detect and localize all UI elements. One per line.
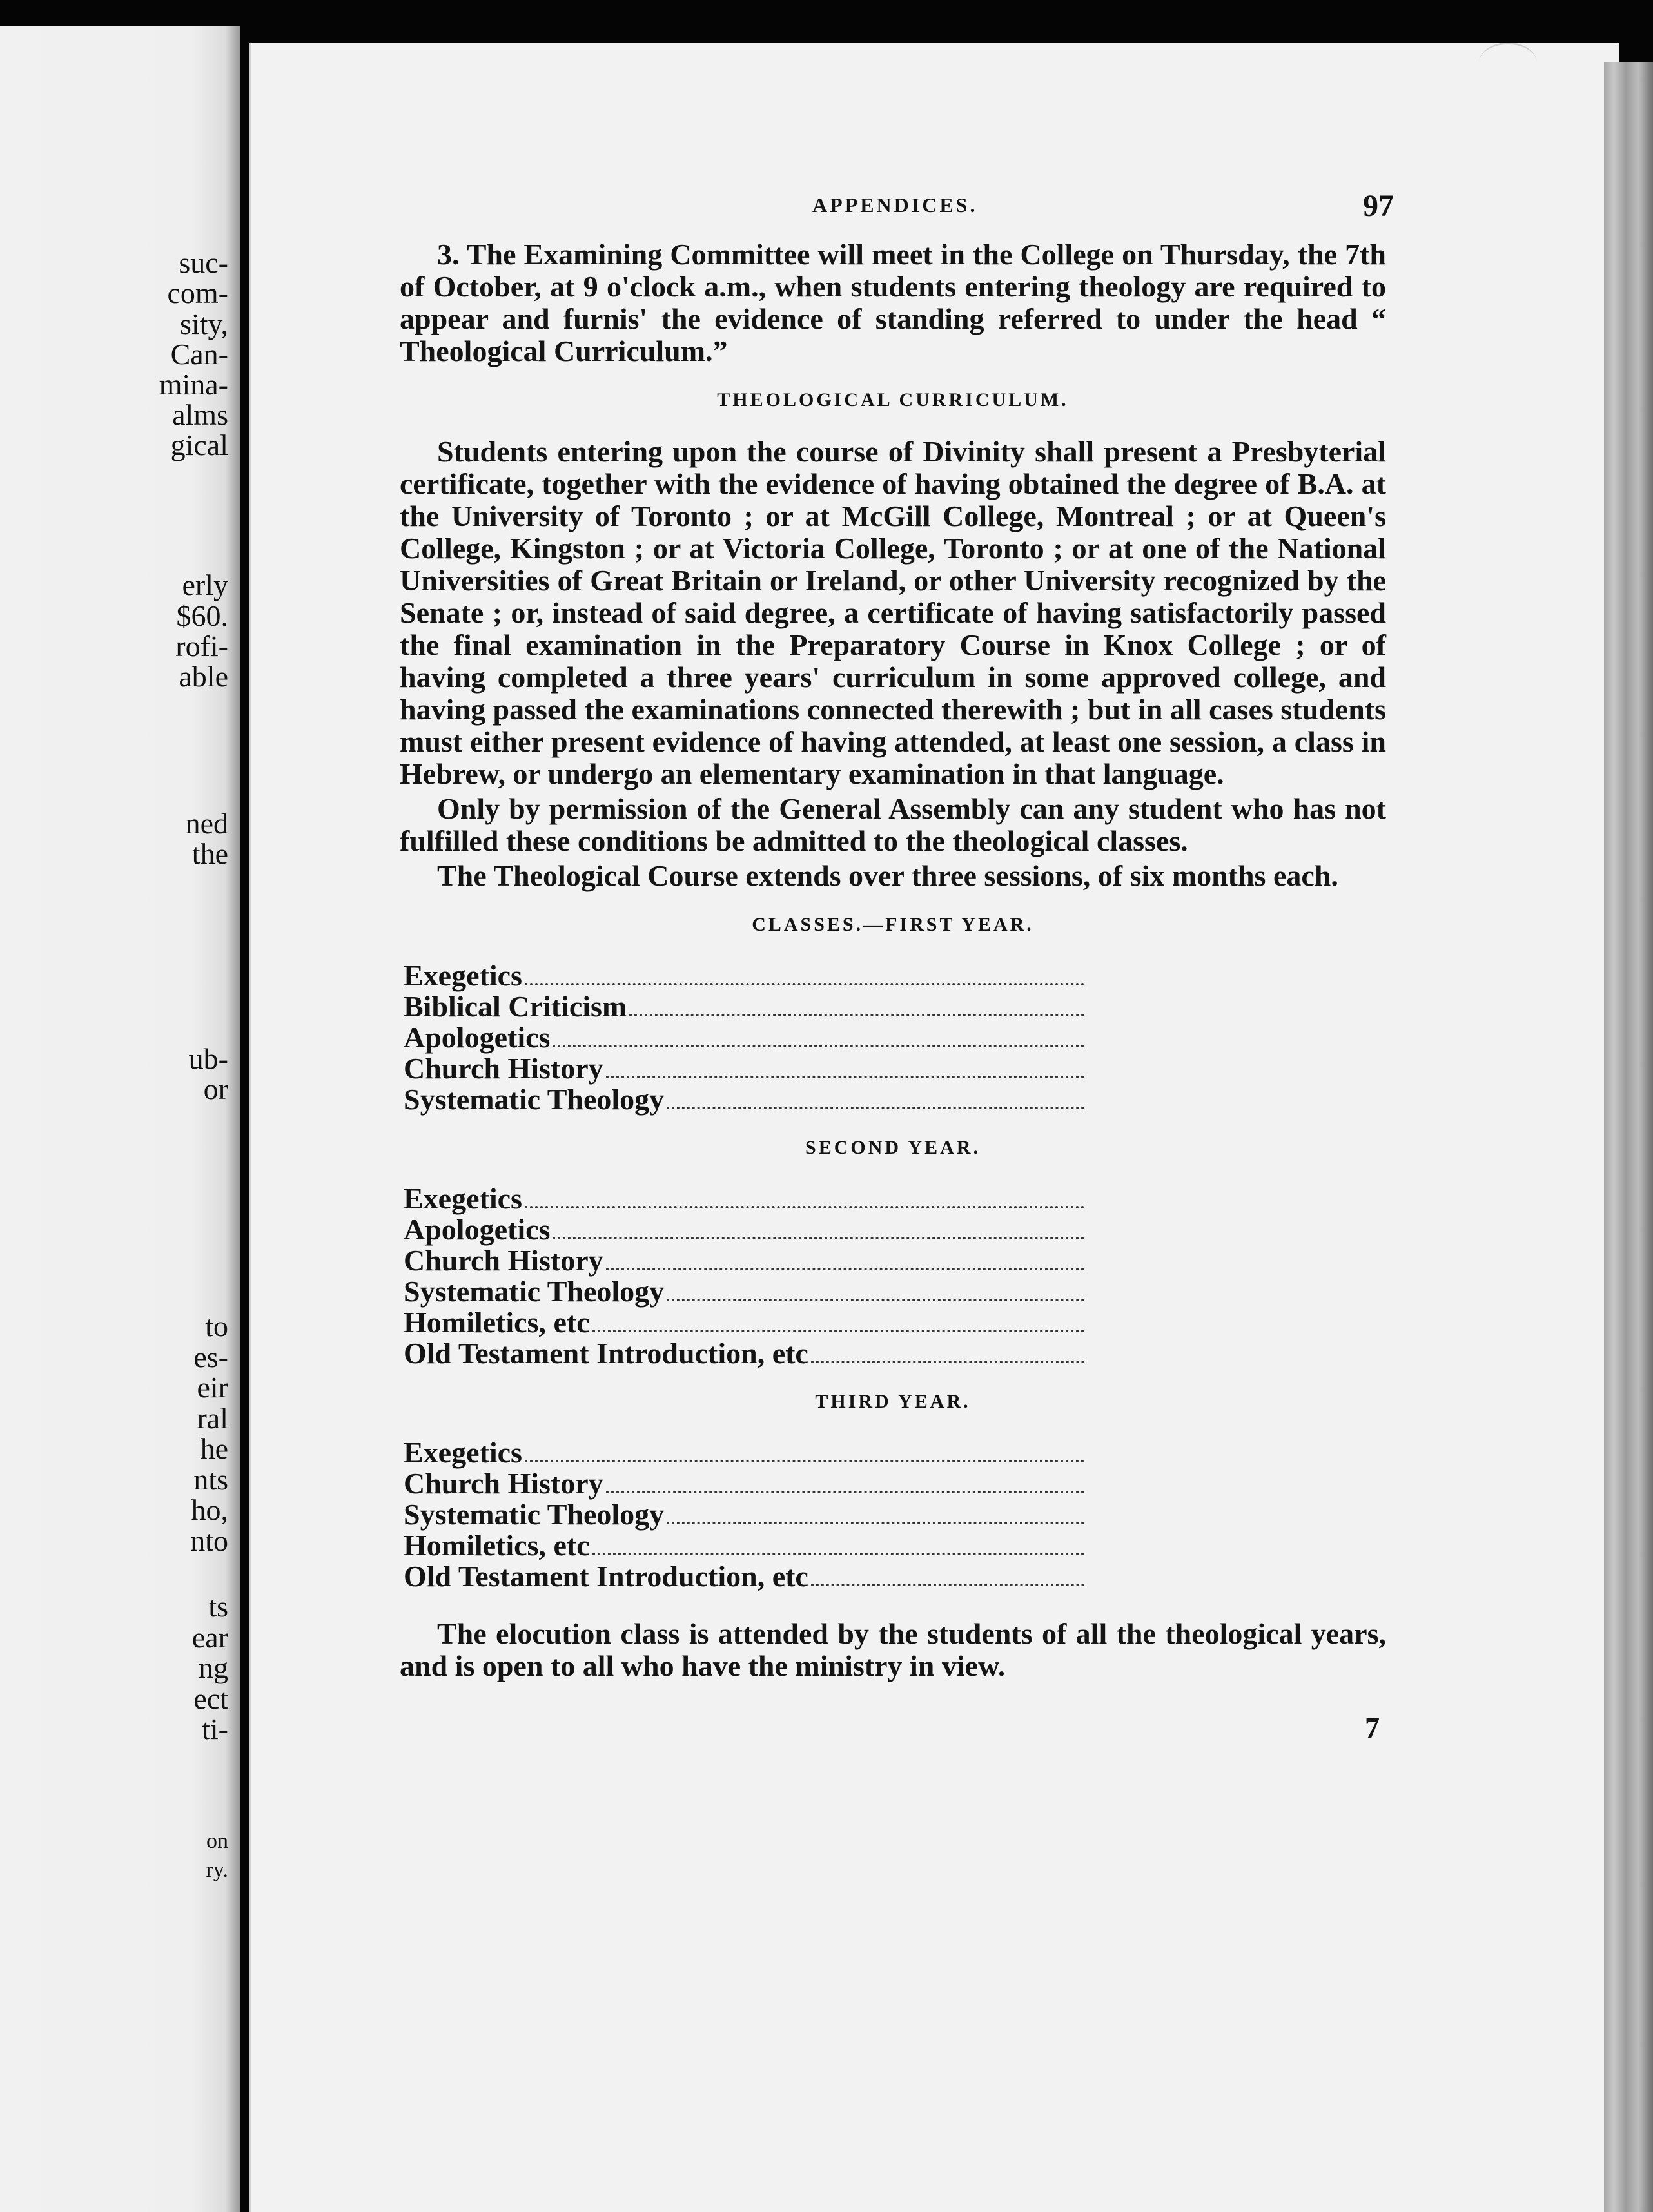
course-entry	[404, 1214, 1087, 1245]
page-text-block	[400, 180, 1394, 1744]
course-name: Old Testament Introduction, etc	[404, 1560, 808, 1593]
course-entry	[404, 1276, 1087, 1307]
dot-leader	[553, 1045, 1084, 1047]
dot-leader	[811, 1584, 1084, 1586]
course-name: Church History	[404, 1467, 603, 1500]
left-page-fragment: ts	[208, 1590, 228, 1623]
course-entry	[404, 1022, 1087, 1053]
left-page-fragment: ub-	[188, 1042, 228, 1075]
course-entry	[404, 1245, 1087, 1276]
third-year-course-list	[404, 1437, 1087, 1592]
course-name: Homiletics, etc	[404, 1306, 590, 1339]
left-page-fragment: the	[191, 837, 228, 870]
course-entry	[404, 1530, 1087, 1561]
paragraph-course-length: The Theological Course extends over three sessions, of six months each.	[437, 859, 1338, 892]
page-smudge	[1479, 43, 1537, 83]
course-entry	[404, 1468, 1087, 1499]
paragraph-examining-committee: 3. The Examining Committee will meet in the College on Thursday, the 7th of October, at 9 o'clock a.m., when students entering theology are required to appear and furnis' the evidence of standing referred to under the head “ Theological Curriculum.”	[400, 238, 1386, 367]
course-entry	[404, 1183, 1087, 1214]
left-page-fragment: $60.	[176, 599, 228, 632]
left-page-fragment: rofi-	[175, 630, 228, 663]
dot-leader	[592, 1553, 1084, 1555]
left-page-fragment: Can-	[170, 338, 228, 371]
course-name: Systematic Theology	[404, 1083, 665, 1116]
dot-leader	[629, 1014, 1084, 1016]
left-page-fragment: mina-	[159, 368, 228, 401]
left-page-fragment: suc-	[179, 246, 228, 279]
page-number: 97	[1363, 189, 1394, 223]
dot-leader	[667, 1299, 1084, 1301]
left-page-fragment: erly	[182, 568, 228, 601]
left-page-fragment: gical	[170, 429, 228, 461]
dot-leader	[606, 1076, 1084, 1078]
course-entry	[404, 1084, 1087, 1115]
left-page-fragment: ral	[197, 1402, 228, 1435]
running-head-title: APPENDICES.	[812, 193, 978, 217]
heading-second-year: SECOND YEAR.	[805, 1137, 981, 1158]
dot-leader	[606, 1268, 1084, 1270]
dot-leader	[667, 1522, 1084, 1524]
paragraph-elocution-class: The elocution class is attended by the students of all the theological years, and is open to all who have the ministry in view.	[400, 1617, 1386, 1682]
paragraph-general-assembly: Only by permission of the General Assembly can any student who has not fulfilled these conditions be admitted to the theological classes.	[400, 792, 1386, 857]
dot-leader	[592, 1330, 1084, 1332]
left-page-fragment: to	[205, 1310, 228, 1343]
course-name: Apologetics	[404, 1021, 551, 1054]
dot-leader	[525, 1460, 1084, 1462]
course-name: Exegetics	[404, 1182, 522, 1215]
course-name: Church History	[404, 1244, 603, 1277]
dot-leader	[667, 1107, 1084, 1109]
course-name: Apologetics	[404, 1213, 551, 1246]
course-name: Church History	[404, 1052, 603, 1085]
course-entry	[404, 1338, 1087, 1369]
left-page-fragment: com-	[167, 276, 228, 309]
dot-leader	[525, 1206, 1084, 1208]
course-entry	[404, 1499, 1087, 1530]
course-name: Systematic Theology	[404, 1275, 665, 1308]
course-name: Exegetics	[404, 1436, 522, 1469]
heading-third-year: THIRD YEAR.	[815, 1391, 971, 1412]
course-entry	[404, 1561, 1087, 1592]
left-page-fragment: eir	[197, 1371, 228, 1404]
heading-first-year: CLASSES.—FIRST YEAR.	[752, 914, 1034, 935]
left-page-fragment: nts	[193, 1463, 228, 1496]
running-head	[400, 180, 1394, 238]
dot-leader	[606, 1491, 1084, 1493]
left-page-fragment: ng	[199, 1651, 228, 1684]
second-year-course-list	[404, 1183, 1087, 1369]
left-page-fragment: ti-	[202, 1712, 228, 1745]
paragraph-entry-requirements: Students entering upon the course of Divinity shall present a Presbyterial certificate, together with the evidence of having obtained the degree of B.A. at the University of Toronto ; or at McGill College, Montreal ; or at Queen's College, Kingston ; or at Victoria College, Toronto ; or at one of the National Universities of Great Britain or Ireland, or other University recognized by the Senate ; or, instead of said degree, a certificate of having satisfactorily passed the final examination in the Preparatory Course in Knox College ; or of having completed a three years' curriculum in some approved college, and having passed the examinations connected therewith ; but in all cases students must either present evidence of having attended, at least one session, a class in Hebrew, or undergo an elementary examination in that language.	[400, 435, 1386, 790]
course-name: Exegetics	[404, 959, 522, 992]
dot-leader	[525, 983, 1084, 985]
course-name: Old Testament Introduction, etc	[404, 1337, 808, 1370]
left-page-fragment: alms	[172, 398, 228, 431]
left-page-fragment: or	[203, 1072, 228, 1105]
course-name: Homiletics, etc	[404, 1529, 590, 1562]
first-year-course-list	[404, 960, 1087, 1115]
course-entry	[404, 991, 1087, 1022]
course-entry	[404, 1437, 1087, 1468]
course-entry	[404, 1053, 1087, 1084]
left-page-fragment: ned	[185, 807, 228, 840]
left-page-fragment: es-	[193, 1341, 228, 1373]
left-page-fragment: ect	[193, 1682, 228, 1715]
left-facing-page	[0, 26, 240, 2212]
heading-theological-curriculum: THEOLOGICAL CURRICULUM.	[717, 389, 1069, 411]
course-entry	[404, 960, 1087, 991]
course-name: Systematic Theology	[404, 1498, 665, 1531]
left-page-fragment: nto	[190, 1524, 228, 1557]
left-page-fragment: ho,	[191, 1493, 228, 1526]
left-page-fragment: on	[206, 1829, 228, 1853]
course-entry	[404, 1307, 1087, 1338]
signature-mark: 7	[1365, 1711, 1380, 1744]
left-page-fragment: sity,	[180, 307, 228, 340]
left-page-fragment: ry.	[206, 1858, 228, 1882]
dot-leader	[811, 1361, 1084, 1363]
left-page-fragment: ear	[191, 1621, 228, 1654]
dot-leader	[553, 1237, 1084, 1239]
course-name: Biblical Criticism	[404, 990, 627, 1023]
left-page-fragment: he	[200, 1432, 228, 1465]
page-edge-stack	[1604, 62, 1653, 2212]
left-page-fragment: able	[179, 660, 228, 693]
